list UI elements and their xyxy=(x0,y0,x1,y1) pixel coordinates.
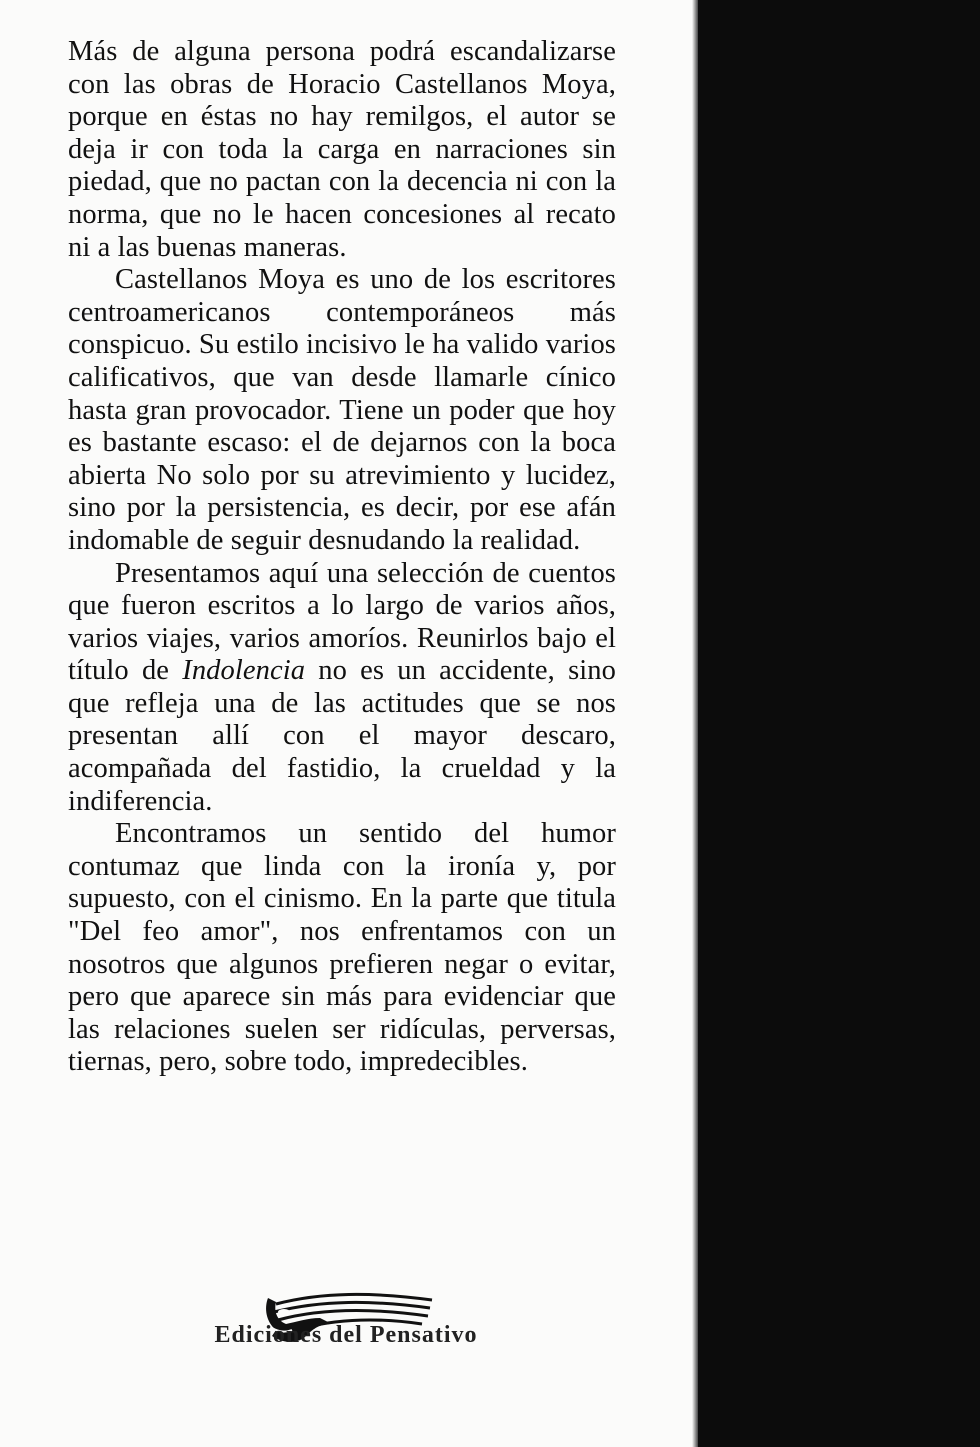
blurb-paragraph-1: Más de alguna persona podrá escandalizarse con las obras de Horacio Castellanos Moya, porque en éstas no hay remilgos, el autor se deja ir con toda la carga en narraciones sin piedad, que no pactan con la decencia ni con la norma, que no le hacen concesiones al recato ni a las buenas maneras. xyxy=(68,36,616,263)
blurb-text xyxy=(68,36,616,1079)
paragraph-3-before: Presentamos aquí una selección de cuentos que fueron escritos a lo largo de varios años, varios viajes, varios amoríos. Reunirlos bajo el título de xyxy=(68,557,616,687)
blurb-paragraph-2: Castellanos Moya es uno de los escritores centroamericanos contemporáneos más conspicuo. Su estilo incisivo le ha valido varios calificativos, que van desde llamarle cínico hasta gran provocador. Tiene un poder que hoy es bastante escaso: el de dejarnos con la boca abierta No solo por su atrevimiento y lucidez, sino por la persistencia, es decir, por ese afán indomable de seguir desnudando la realidad. xyxy=(68,264,616,556)
blurb-paragraph-3 xyxy=(68,558,616,819)
publisher-name: Ediciones del Pensativo xyxy=(214,1322,478,1348)
paragraph-3-after: no es un accidente, sino que refleja una de las actitudes que se nos presentan allí con el mayor descaro, acompañada del fastidio, la crueldad y la indiferencia. xyxy=(68,655,616,817)
book-spine xyxy=(698,0,980,1447)
blurb-paragraph-4: Encontramos un sentido del humor contumaz que linda con la ironía y, por supuesto, con el cinismo. En la parte que titula "Del feo amor", nos enfrentamos con un nosotros que algunos prefieren negar o evitar, pero que aparece sin más para evidenciar que las relaciones suelen ser ridículas, perversas, tiernas, pero, sobre todo, impredecibles. xyxy=(68,818,616,1078)
book-title-italic: Indolencia xyxy=(182,655,306,687)
